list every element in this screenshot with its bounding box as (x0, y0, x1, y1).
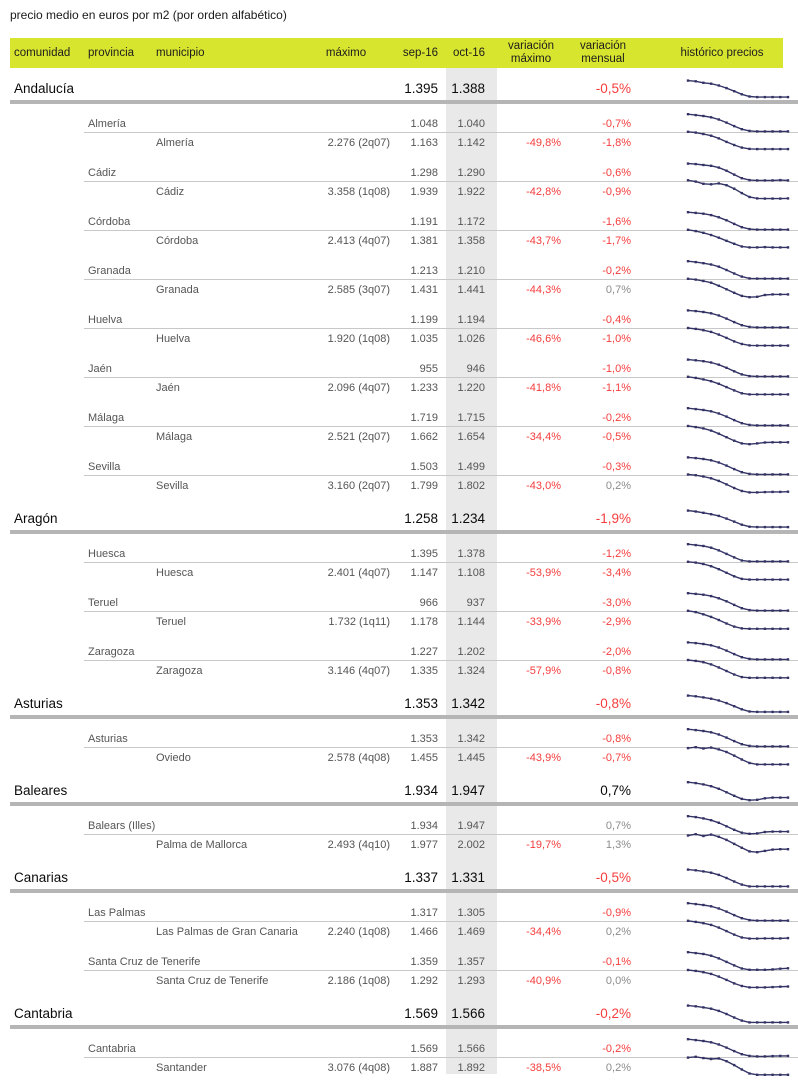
comunidad-row (0, 865, 798, 889)
municipio-row (0, 835, 798, 855)
maximo-value: 2.578 (4q08) (327, 752, 390, 764)
sep16-value: 1.569 (404, 1005, 438, 1021)
provincia-name: Balears (Illes) (88, 819, 156, 832)
variacion-mensual-value: -0,8% (602, 732, 631, 745)
municipio-name: Huelva (156, 333, 191, 345)
sep16-value: 1.395 (410, 547, 438, 560)
variacion-maximo-value: -41,8% (526, 382, 561, 394)
oct16-value: 1.144 (457, 616, 485, 628)
historico-cell (641, 563, 798, 583)
row-spacer (0, 349, 798, 359)
oct16-value: 1.108 (457, 567, 485, 579)
sep16-value: 1.178 (410, 616, 438, 628)
oct16-value: 1.290 (457, 166, 485, 179)
provincia-name: Jaén (88, 362, 112, 375)
sep16-value: 1.359 (410, 955, 438, 968)
oct16-value: 1.026 (457, 333, 485, 345)
oct16-value: 946 (466, 362, 485, 375)
historico-cell (641, 476, 798, 496)
oct16-value: 937 (466, 596, 485, 609)
col-header-sep16: sep-16 (402, 47, 438, 59)
comunidad-name: Cantabria (14, 1005, 73, 1021)
col-header-provincia: provincia (88, 47, 135, 59)
variacion-mensual-value: -1,7% (602, 235, 631, 247)
variacion-mensual-value: -0,7% (602, 117, 631, 130)
municipio-name: Santa Cruz de Tenerife (156, 975, 269, 987)
historico-cell (641, 1058, 798, 1078)
sep16-value: 966 (419, 596, 438, 609)
oct16-value: 1.947 (451, 782, 485, 798)
provincia-name: Santa Cruz de Tenerife (88, 955, 201, 968)
row-spacer (0, 104, 798, 114)
historico-cell (641, 612, 798, 632)
oct16-value: 1.654 (457, 431, 485, 443)
sep16-value: 1.227 (410, 645, 438, 658)
variacion-mensual-value: -0,2% (602, 264, 631, 277)
variacion-mensual-value: -1,0% (602, 333, 631, 345)
maximo-value: 2.096 (4q07) (327, 382, 390, 394)
price-history-sparkline (686, 607, 791, 633)
historico-cell (641, 506, 798, 530)
row-spacer (0, 447, 798, 457)
sep16-value: 1.395 (404, 80, 438, 96)
oct16-value: 1.445 (457, 752, 485, 764)
oct16-value: 1.293 (457, 975, 485, 987)
municipio-name: Huesca (156, 567, 194, 579)
oct16-value: 1.922 (457, 186, 485, 198)
sep16-value: 1.298 (410, 166, 438, 179)
variacion-mensual-value: -0,2% (602, 411, 631, 424)
municipio-row (0, 748, 798, 768)
oct16-value: 1.566 (457, 1042, 485, 1055)
historico-cell (641, 329, 798, 349)
sep16-value: 1.353 (410, 732, 438, 745)
maximo-value: 3.076 (4q08) (327, 1062, 390, 1074)
variacion-mensual-value: -1,9% (595, 510, 631, 526)
variacion-maximo-value: -43,7% (526, 235, 561, 247)
price-history-sparkline (686, 917, 791, 943)
price-history-sparkline (686, 76, 791, 102)
maximo-value: 2.521 (2q07) (327, 431, 390, 443)
oct16-value: 1.469 (457, 926, 485, 938)
variacion-maximo-value: -46,6% (526, 333, 561, 345)
historico-cell (641, 691, 798, 715)
sep16-value: 1.466 (410, 926, 438, 938)
municipio-row (0, 182, 798, 202)
variacion-mensual-value: 0,7% (605, 284, 631, 296)
sep16-value: 1.887 (410, 1062, 438, 1074)
oct16-value: 2.002 (457, 839, 485, 851)
historico-cell (641, 231, 798, 251)
comunidad-row (0, 506, 798, 530)
historico-cell (641, 971, 798, 991)
sep16-value: 1.317 (410, 906, 438, 919)
oct16-value: 1.441 (457, 284, 485, 296)
variacion-mensual-value: -1,8% (602, 137, 631, 149)
oct16-value: 1.342 (451, 695, 485, 711)
oct16-value: 1.358 (457, 235, 485, 247)
municipio-row (0, 427, 798, 447)
price-table (0, 38, 798, 1078)
sep16-value: 1.199 (410, 313, 438, 326)
variacion-mensual-value: -3,0% (602, 596, 631, 609)
historico-cell (641, 661, 798, 681)
price-history-sparkline (686, 778, 791, 804)
sep16-value: 1.381 (410, 235, 438, 247)
maximo-value: 2.401 (4q07) (327, 567, 390, 579)
row-spacer (0, 942, 798, 952)
municipio-row (0, 563, 798, 583)
sep16-value: 1.569 (410, 1042, 438, 1055)
sep16-value: 1.799 (410, 480, 438, 492)
sep16-value: 1.719 (410, 411, 438, 424)
row-spacer (0, 300, 798, 310)
price-history-sparkline (686, 966, 791, 992)
price-history-sparkline (686, 830, 791, 856)
variacion-mensual-value: 0,2% (605, 926, 631, 938)
maximo-value: 1.732 (1q11) (328, 616, 390, 628)
variacion-mensual-value: -0,2% (602, 1042, 631, 1055)
provincia-name: Huesca (88, 547, 126, 560)
provincia-row (0, 261, 798, 280)
comunidad-name: Asturias (14, 695, 63, 711)
price-history-sparkline (686, 558, 791, 584)
provincia-name: Almería (88, 117, 126, 130)
variacion-mensual-value: -0,8% (602, 665, 631, 677)
maximo-value: 3.358 (1q08) (327, 186, 390, 198)
variacion-maximo-value: -34,4% (526, 926, 561, 938)
variacion-mensual-value: -0,5% (595, 80, 631, 96)
variacion-mensual-value: 0,2% (605, 480, 631, 492)
comunidad-name: Aragón (14, 510, 58, 526)
sep16-value: 1.035 (410, 333, 438, 345)
provincia-name: Granada (88, 264, 131, 277)
provincia-row (0, 408, 798, 427)
variacion-mensual-value: 0,7% (605, 819, 631, 832)
municipio-name: Palma de Mallorca (156, 839, 248, 851)
col-header-historico-precios: histórico precios (680, 47, 764, 59)
provincia-row (0, 212, 798, 231)
variacion-maximo-value: -43,9% (526, 752, 561, 764)
comunidad-row (0, 691, 798, 715)
price-history-sparkline (686, 422, 791, 448)
row-spacer (0, 719, 798, 729)
provincia-name: Cantabria (88, 1042, 136, 1055)
sep16-value: 1.191 (410, 215, 438, 228)
col-header-comunidad: comunidad (14, 47, 71, 59)
price-history-sparkline (686, 1053, 791, 1079)
comunidad-name: Canarias (14, 869, 69, 885)
oct16-value: 1.388 (451, 80, 485, 96)
row-spacer (0, 251, 798, 261)
row-spacer (0, 806, 798, 816)
sep16-value: 1.233 (410, 382, 438, 394)
comunidad-row (0, 76, 798, 100)
maximo-value: 1.920 (1q08) (327, 333, 390, 345)
provincia-row (0, 359, 798, 378)
provincia-name: Asturias (88, 732, 128, 745)
provincia-row (0, 642, 798, 661)
oct16-value: 1.331 (451, 869, 485, 885)
municipio-name: Málaga (156, 431, 193, 443)
variacion-mensual-value: -2,0% (602, 645, 631, 658)
municipio-row (0, 922, 798, 942)
comunidad-name: Baleares (14, 782, 68, 798)
municipio-row (0, 133, 798, 153)
oct16-value: 1.892 (457, 1062, 485, 1074)
sep16-value: 1.431 (410, 284, 438, 296)
provincia-row (0, 816, 798, 835)
price-history-sparkline (686, 128, 791, 154)
col-header-municipio: municipio (156, 47, 205, 59)
variacion-mensual-value: -1,1% (602, 382, 631, 394)
price-history-sparkline (686, 656, 791, 682)
provincia-name: Sevilla (88, 460, 121, 473)
variacion-mensual-value: -0,6% (602, 166, 631, 179)
price-history-sparkline (686, 743, 791, 769)
table-rows (0, 76, 798, 1078)
provincia-row (0, 163, 798, 182)
municipio-name: Granada (156, 284, 199, 296)
price-history-sparkline (686, 177, 791, 203)
variacion-mensual-value: -0,9% (602, 906, 631, 919)
variacion-mensual-value: -0,8% (595, 695, 631, 711)
maximo-value: 2.493 (4q10) (327, 839, 390, 851)
sep16-value: 1.048 (410, 117, 438, 130)
historico-cell (641, 182, 798, 202)
row-spacer (0, 1029, 798, 1039)
row-spacer (0, 534, 798, 544)
historico-cell (641, 1001, 798, 1025)
provincia-row (0, 952, 798, 971)
sep16-value: 1.503 (410, 460, 438, 473)
sep16-value: 1.662 (410, 431, 438, 443)
municipio-name: Zaragoza (156, 665, 203, 677)
oct16-value: 1.342 (457, 732, 485, 745)
provincia-row (0, 1039, 798, 1058)
historico-cell (641, 835, 798, 855)
oct16-value: 1.324 (457, 665, 485, 677)
provincia-name: Cádiz (88, 166, 117, 179)
variacion-maximo-value: -42,8% (526, 186, 561, 198)
variacion-mensual-value: 0,2% (605, 1062, 631, 1074)
variacion-mensual-value: -0,4% (602, 313, 631, 326)
col-header-maximo: máximo (325, 47, 367, 59)
oct16-value: 1.715 (457, 411, 485, 424)
historico-cell (641, 778, 798, 802)
page-title: precio medio en euros por m2 (por orden alfabético) (10, 8, 287, 22)
oct16-value: 1.210 (457, 264, 485, 277)
provincia-name: Zaragoza (88, 645, 135, 658)
row-spacer (0, 153, 798, 163)
variacion-maximo-value: -40,9% (526, 975, 561, 987)
oct16-value: 1.305 (457, 906, 485, 919)
sep16-value: 1.337 (404, 869, 438, 885)
variacion-mensual-value: -0,9% (602, 186, 631, 198)
provincia-name: Córdoba (88, 215, 131, 228)
variacion-maximo-value: -38,5% (526, 1062, 561, 1074)
municipio-row (0, 612, 798, 632)
price-history-sparkline (686, 865, 791, 891)
oct16-value: 1.234 (451, 510, 485, 526)
historico-cell (641, 378, 798, 398)
historico-cell (641, 133, 798, 153)
municipio-name: Las Palmas de Gran Canaria (156, 926, 298, 938)
variacion-mensual-value: -1,0% (602, 362, 631, 375)
comunidad-row (0, 1001, 798, 1025)
variacion-mensual-value: 1,3% (605, 839, 631, 851)
municipio-name: Sevilla (156, 480, 189, 492)
sep16-value: 955 (419, 362, 438, 375)
maximo-value: 3.160 (2q07) (327, 480, 390, 492)
maximo-value: 2.413 (4q07) (327, 235, 390, 247)
price-history-sparkline (686, 471, 791, 497)
sep16-value: 1.939 (410, 186, 438, 198)
variacion-maximo-value: -44,3% (526, 284, 561, 296)
variacion-maximo-value: -34,4% (526, 431, 561, 443)
municipio-row (0, 378, 798, 398)
oct16-value: 1.566 (451, 1005, 485, 1021)
provincia-name: Huelva (88, 313, 123, 326)
variacion-mensual-value: -0,7% (602, 752, 631, 764)
sep16-value: 1.934 (404, 782, 438, 798)
provincia-name: Málaga (88, 411, 125, 424)
row-spacer (0, 583, 798, 593)
variacion-mensual-value: -0,5% (602, 431, 631, 443)
historico-cell (641, 427, 798, 447)
oct16-value: 1.172 (457, 215, 485, 228)
provincia-row (0, 544, 798, 563)
oct16-value: 1.802 (457, 480, 485, 492)
municipio-name: Almería (156, 137, 194, 149)
municipio-row (0, 1058, 798, 1078)
provincia-name: Teruel (88, 596, 118, 609)
price-history-sparkline (686, 324, 791, 350)
price-history-sparkline (686, 226, 791, 252)
municipio-name: Santander (156, 1062, 207, 1074)
sep16-value: 1.455 (410, 752, 438, 764)
municipio-name: Jaén (156, 382, 180, 394)
historico-cell (641, 748, 798, 768)
provincia-row (0, 114, 798, 133)
variacion-mensual-value: 0,7% (600, 782, 631, 798)
municipio-row (0, 280, 798, 300)
provincia-row (0, 457, 798, 476)
historico-cell (641, 922, 798, 942)
provincia-row (0, 903, 798, 922)
variacion-mensual-value: -1,2% (602, 547, 631, 560)
municipio-name: Cádiz (156, 186, 185, 198)
provincia-row (0, 729, 798, 748)
col-header-variacion-mensual: variación mensual (579, 40, 627, 65)
variacion-mensual-value: -1,6% (602, 215, 631, 228)
oct16-value: 1.194 (457, 313, 485, 326)
provincia-row (0, 593, 798, 612)
historico-cell (641, 280, 798, 300)
municipio-row (0, 231, 798, 251)
maximo-value: 3.146 (4q07) (327, 665, 390, 677)
variacion-maximo-value: -49,8% (526, 137, 561, 149)
comunidad-name: Andalucía (14, 80, 75, 96)
municipio-name: Teruel (156, 616, 186, 628)
oct16-value: 1.378 (457, 547, 485, 560)
oct16-value: 1.357 (457, 955, 485, 968)
municipio-row (0, 476, 798, 496)
variacion-maximo-value: -57,9% (526, 665, 561, 677)
row-spacer (0, 893, 798, 903)
maximo-value: 2.585 (3q07) (327, 284, 390, 296)
sep16-value: 1.258 (404, 510, 438, 526)
oct16-value: 1.202 (457, 645, 485, 658)
price-history-sparkline (686, 373, 791, 399)
variacion-mensual-value: -0,2% (595, 1005, 631, 1021)
variacion-maximo-value: -43,0% (526, 480, 561, 492)
oct16-value: 1.040 (457, 117, 485, 130)
variacion-maximo-value: -33,9% (526, 616, 561, 628)
variacion-mensual-value: -0,3% (602, 460, 631, 473)
municipio-name: Córdoba (156, 235, 199, 247)
municipio-row (0, 329, 798, 349)
row-spacer (0, 398, 798, 408)
variacion-mensual-value: -0,1% (602, 955, 631, 968)
oct16-value: 1.947 (457, 819, 485, 832)
variacion-mensual-value: -0,5% (595, 869, 631, 885)
col-header-variacion-maximo: variación máximo (507, 40, 555, 65)
sep16-value: 1.977 (410, 839, 438, 851)
historico-cell (641, 865, 798, 889)
oct16-value: 1.142 (457, 137, 485, 149)
sep16-value: 1.147 (410, 567, 438, 579)
maximo-value: 2.240 (1q08) (327, 926, 390, 938)
municipio-row (0, 661, 798, 681)
comunidad-row (0, 778, 798, 802)
variacion-maximo-value: -53,9% (526, 567, 561, 579)
sep16-value: 1.163 (410, 137, 438, 149)
sep16-value: 1.292 (410, 975, 438, 987)
row-spacer (0, 202, 798, 212)
table-header (10, 38, 783, 68)
sep16-value: 1.335 (410, 665, 438, 677)
maximo-value: 2.276 (2q07) (327, 137, 390, 149)
variacion-mensual-value: -3,4% (602, 567, 631, 579)
variacion-maximo-value: -19,7% (526, 839, 561, 851)
col-header-oct16: oct-16 (453, 47, 485, 59)
variacion-mensual-value: -2,9% (602, 616, 631, 628)
municipio-row (0, 971, 798, 991)
provincia-name: Las Palmas (88, 906, 146, 919)
provincia-row (0, 310, 798, 329)
historico-cell (641, 76, 798, 100)
price-history-sparkline (686, 275, 791, 301)
sep16-value: 1.934 (410, 819, 438, 832)
maximo-value: 2.186 (1q08) (327, 975, 390, 987)
price-history-sparkline (686, 506, 791, 532)
oct16-value: 1.220 (457, 382, 485, 394)
variacion-mensual-value: 0,0% (605, 975, 631, 987)
sep16-value: 1.213 (410, 264, 438, 277)
row-spacer (0, 632, 798, 642)
oct16-value: 1.499 (457, 460, 485, 473)
price-history-sparkline (686, 691, 791, 717)
price-history-sparkline (686, 1001, 791, 1027)
sep16-value: 1.353 (404, 695, 438, 711)
municipio-name: Oviedo (156, 752, 191, 764)
